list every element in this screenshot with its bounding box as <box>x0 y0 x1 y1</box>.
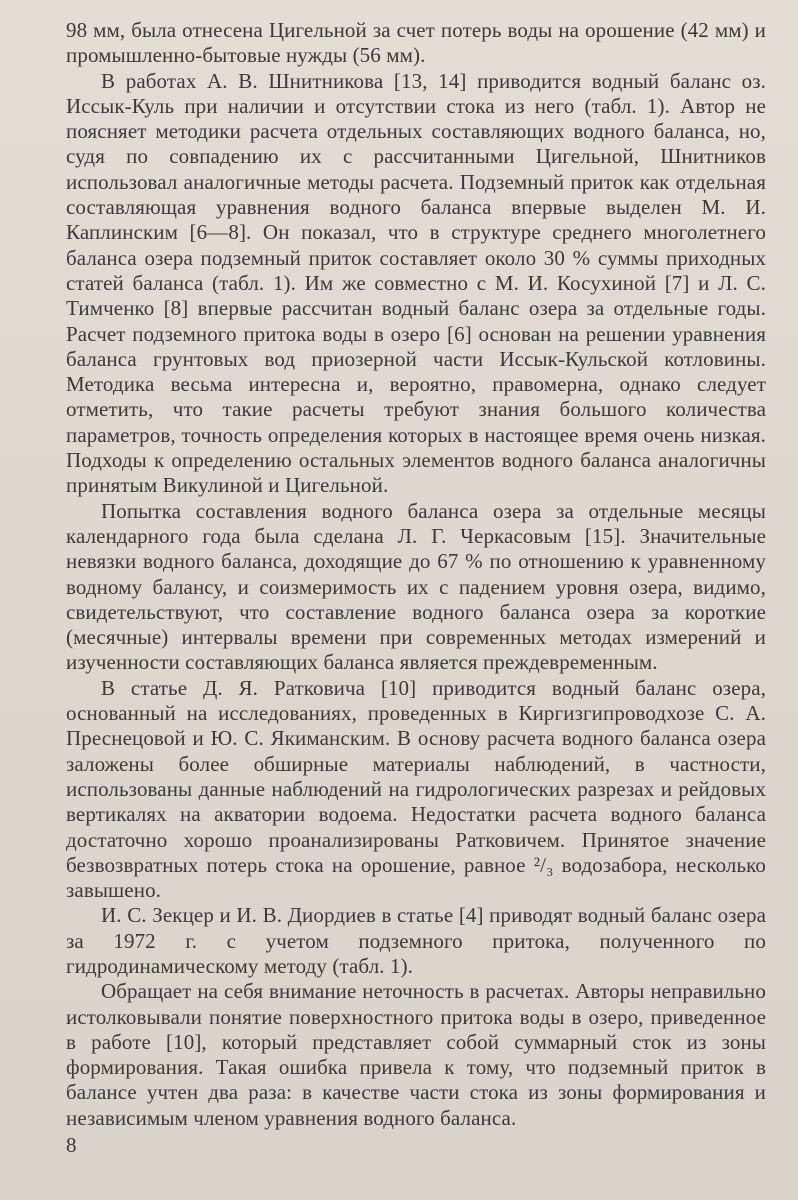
paragraph-6: Обращает на себя внимание неточность в расчетах. Авторы неправильно истолковывали понятие поверхностного притока воды в озеро, приведенное в работе [10], который представляет собой суммарный сток из зоны формирования. Такая ошибка привела к тому, что подземный приток в балансе учтен два раза: в качестве части стока из зоны формирования и независимым членом уравнения водного баланса. <box>66 979 766 1130</box>
paragraph-2: В работах А. В. Шнитникова [13, 14] приводится водный баланс оз. Иссык-Куль при наличии и отсутствии стока из него (табл. 1). Автор не поясняет методики расчета отдельных составляющих водного баланса, но, судя по совпадению их с рассчитанными Цигельной, Шнитников использовал аналогичные методы расчета. Подземный приток как отдельная составляющая уравнения водного баланса впервые выделен М. И. Каплинским [6—8]. Он показал, что в структуре среднего многолетнего баланса озера подземный приток составляет около 30 % суммы приходных статей баланса (табл. 1). Им же совместно с М. И. Косухиной [7] и Л. С. Тимченко [8] впервые рассчитан водный баланс озера за отдельные годы. Расчет подземного притока воды в озеро [6] основан на решении уравнения баланса грунтовых вод приозерной части Иссык-Кульской котловины. Методика весьма интересна и, вероятно, правомерна, однако следует отметить, что такие расчеты требуют знания большого количества параметров, точность определения которых в настоящее время очень низкая. Подходы к определению остальных элементов водного баланса аналогичны принятым Викулиной и Цигельной. <box>66 68 766 498</box>
page-number: 8 <box>66 1133 77 1157</box>
paragraph-1: 98 мм, была отнесена Цигельной за счет потерь воды на орошение (42 мм) и промышленно-бытовые нужды (56 мм). <box>66 18 766 68</box>
body-text <box>66 18 766 1131</box>
paragraph-3: Попытка составления водного баланса озера за отдельные месяцы календарного года была сделана Л. Г. Черкасовым [15]. Значительные невязки водного баланса, доходящие до 67 % по отношению к уравненному водному балансу, и соизмеримость их с падением уровня озера, видимо, свидетельствуют, что составление водного баланса озера за короткие (месячные) интервалы времени при современных методах измерений и изученности составляющих баланса является преждевременным. <box>66 498 766 675</box>
paragraph-4: В статье Д. Я. Ратковича [10] приводится водный баланс озера, основанный на исследованиях, проведенных в Киргизгипроводхозе С. А. Преснецовой и Ю. С. Якиманским. В основу расчета водного баланса озера заложены более обширные материалы наблюдений, в частности, использованы данные наблюдений на гидрологических разрезах и рейдовых вертикалях на акватории водоема. Недостатки расчета водного баланса достаточно хорошо проанализированы Ратковичем. Принятое значение безвозвратных потерь стока на орошение, равное ²/₃ водозабора, несколько завышено. <box>66 675 766 903</box>
paragraph-5: И. С. Зекцер и И. В. Диордиев в статье [4] приводят водный баланс озера за 1972 г. с учетом подземного притока, полученного по гидродинамическому методу (табл. 1). <box>66 903 766 978</box>
